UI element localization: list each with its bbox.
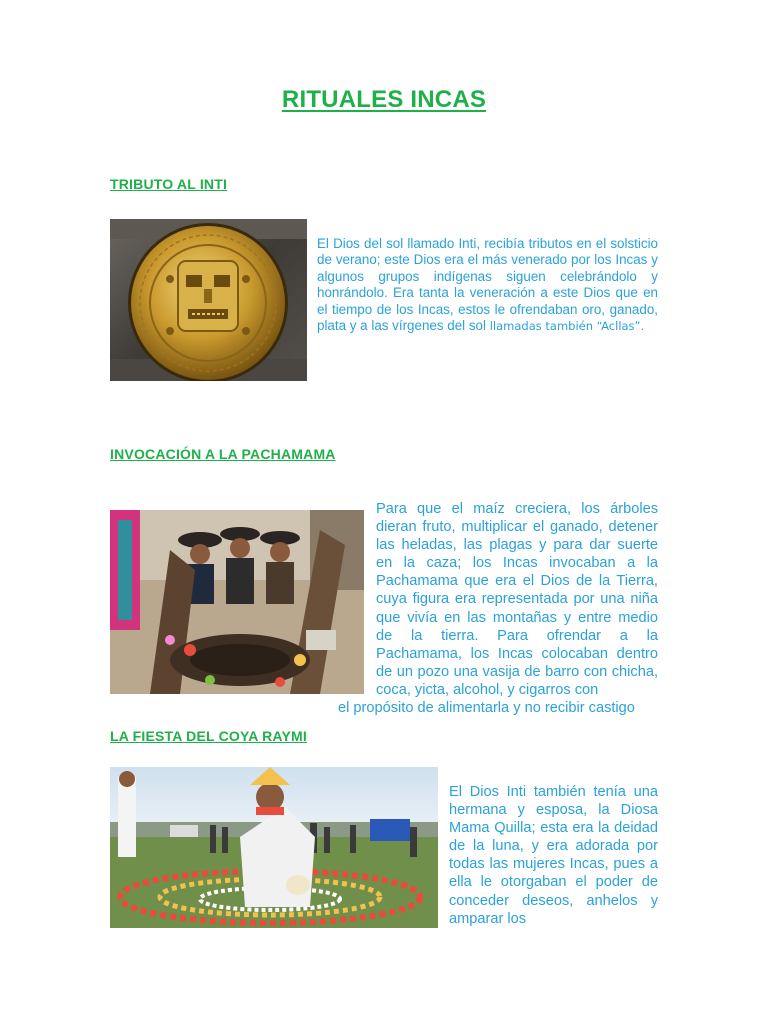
sun-disc-photo xyxy=(110,219,307,381)
pachamama-photo xyxy=(110,510,364,694)
section-text-tributo: El Dios del sol llamado Inti, recibía tributos en el solsticio de verano; este Dios era el más venerado por los Incas y algunos grupos indígenas siguen celebrándolo y honrándolo. Era tanta la veneración a este Dios que en el tiempo de los Incas, estos le ofrendaban oro, ganado, plata y a las vírgenes del sol llamadas también “Acllas”. xyxy=(317,236,658,334)
golden-sun-disc-icon xyxy=(110,219,307,381)
section-heading-tributo: TRIBUTO AL INTI xyxy=(110,176,228,192)
section-heading-coya-raymi: LA FIESTA DEL COYA RAYMI xyxy=(110,728,307,744)
coya-raymi-ceremony-icon xyxy=(110,767,438,928)
section-text-pachamama-last-line: el propósito de alimentarla y no recibir castigo xyxy=(338,700,635,716)
pachamama-offering-icon xyxy=(110,510,364,694)
page-title: RITUALES INCAS xyxy=(281,86,487,113)
section-text-coya-raymi: El Dios Inti también tenía una hermana y esposa, la Diosa Mama Quilla; esta era la deidad de la luna, y era adorada por todas las mujeres Incas, pues a ella le otorgaban el poder de conceder deseos, anhelos y amparar los xyxy=(449,784,658,927)
section-text-pachamama: Para que el maíz creciera, los árboles dieran fruto, multiplicar el ganado, detener las heladas, las plagas y para dar suerte en la caza; los Incas invocaban a la Pachamama que era el Dios de la Tierra, cuya figura era representada por una niña que vivía en las montañas y entre medio de la tierra. Para ofrendar a la Pachamama, los Incas colocaban dentro de un pozo una vasija de barro con chicha, coca, yicta, alcohol, y cigarros con xyxy=(376,501,658,698)
section-heading-pachamama: INVOCACIÓN A LA PACHAMAMA xyxy=(110,446,336,462)
coya-raymi-photo xyxy=(110,767,438,928)
aclla-note: llamadas también “Acllas”. xyxy=(489,319,645,334)
